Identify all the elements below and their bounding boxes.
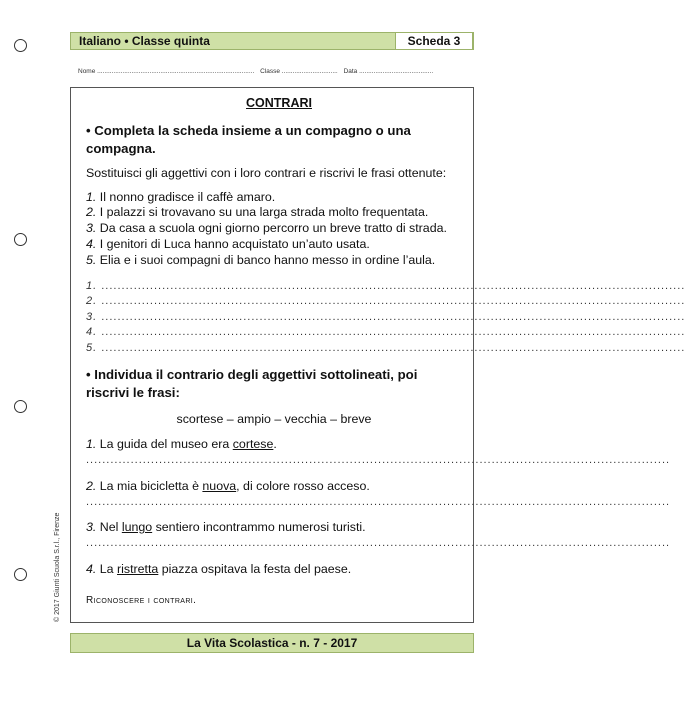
list-item: 5. Elia e i suoi compagni di banco hanno messo in ordine l’aula. (86, 252, 436, 267)
header-title: Italiano • Classe quinta (79, 34, 210, 48)
list-item: 4. I genitori di Luca hanno acquistato un’auto usata. (86, 236, 370, 251)
worksheet-badge: Scheda 3 (395, 32, 473, 50)
answer-lines (86, 279, 685, 357)
skill-note: Riconoscere i contrari. (86, 595, 197, 607)
binder-hole (14, 400, 27, 413)
sentence-list (86, 190, 462, 269)
instruction-2: • Individua il contrario degli aggettivi sottolineati, poi riscrivi le frasi: (86, 366, 418, 400)
exercise-item: 3. Nel lungo sentiero incontrammo numerosi turisti. (86, 520, 366, 535)
answer-line[interactable]: ................................................................................................................................................ (86, 495, 671, 508)
binder-hole (14, 233, 27, 246)
answer-line[interactable]: ................................................................................................................................................ (86, 536, 671, 549)
list-item: 3. Da casa a scuola ogni giorno percorro un breve tratto di strada. (86, 221, 447, 236)
binder-hole (14, 39, 27, 52)
page-title: CONTRARI (246, 96, 312, 110)
answer-line[interactable]: 2. ................................................................................................................................................ (86, 295, 685, 308)
exercise-item: 2. La mia bicicletta è nuova, di colore rosso acceso. (86, 478, 370, 493)
answer-line[interactable]: 3. ................................................................................................................................................ (86, 310, 685, 323)
list-item: 1. Il nonno gradisce il caffè amaro. (86, 189, 276, 204)
answer-line[interactable]: 5. ................................................................................................................................................ (86, 341, 685, 354)
exercise-item: 4. La ristretta piazza ospitava la festa del paese. (86, 561, 352, 576)
copyright-note: © 2017 Giunti Scuola S.r.l., Firenze (54, 512, 61, 622)
binder-hole (14, 568, 27, 581)
word-bank: scortese – ampio – vecchia – breve (176, 411, 372, 426)
answer-line[interactable]: 4. ................................................................................................................................................ (86, 326, 685, 339)
list-item: 2. I palazzi si trovavano su una larga strada molto frequentata. (86, 205, 429, 220)
class-field[interactable]: Classe ............................... (260, 68, 338, 75)
exercise-content (86, 96, 685, 609)
answer-line[interactable]: 1. ................................................................................................................................................ (86, 279, 685, 292)
header-bar (70, 32, 474, 50)
answer-line[interactable]: ................................................................................................................................................ (86, 454, 671, 467)
name-field[interactable]: Nome ....................................................................................... (78, 68, 255, 75)
prompt-1: Sostituisci gli aggettivi con i loro contrari e riscrivi le frasi ottenute: (86, 165, 447, 180)
exercise-item: 1. La guida del museo era cortese. (86, 437, 277, 452)
name-row (78, 68, 474, 75)
instruction-1: • Completa la scheda insieme a un compagno o una compagna. (86, 122, 411, 156)
footer-bar: La Vita Scolastica - n. 7 - 2017 (70, 633, 474, 653)
date-field[interactable]: Data ......................................... (343, 68, 434, 75)
